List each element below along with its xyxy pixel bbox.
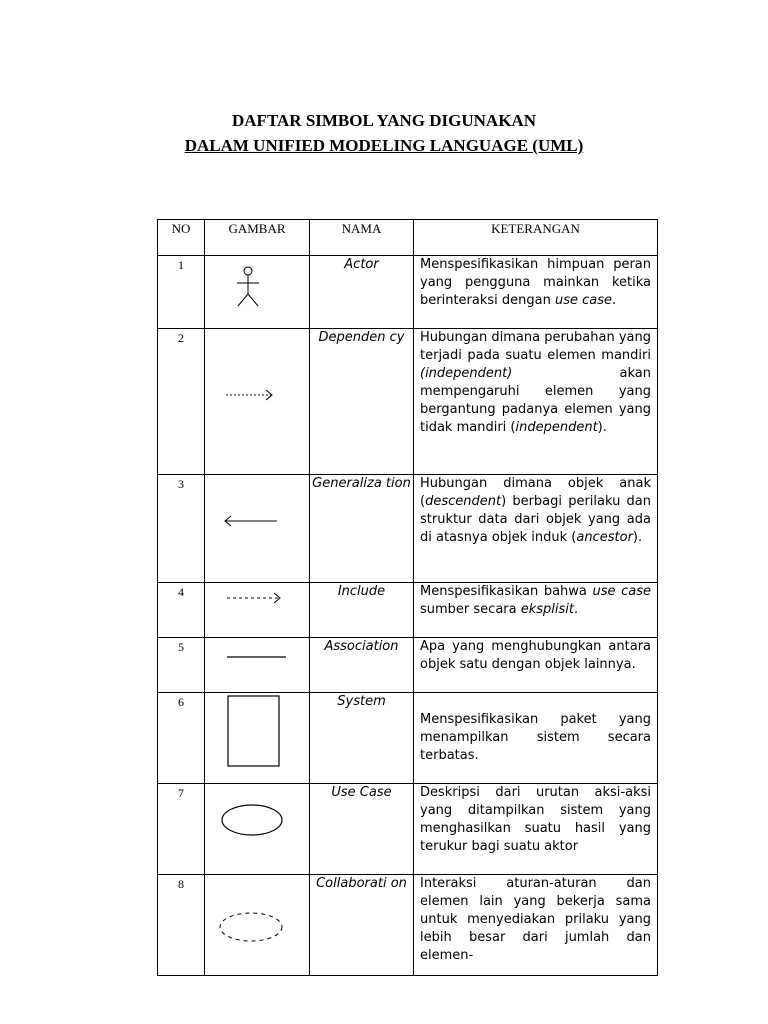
symbol-name: System bbox=[310, 693, 414, 784]
symbol-description: Deskripsi dari urutan aksi-aksi yang ditampilkan sistem yang menghasilkan suatu hasil yang terukur bagi suatu aktor bbox=[414, 784, 658, 875]
header-nama: NAMA bbox=[310, 220, 414, 256]
header-keterangan: KETERANGAN bbox=[414, 220, 658, 256]
symbol-description: Menspesifikasikan bahwa use case sumber secara eksplisit. bbox=[414, 583, 658, 638]
symbol-name: Actor bbox=[310, 256, 414, 329]
symbol-name: Dependen cy bbox=[310, 329, 414, 475]
symbol-description: Hubungan dimana perubahan yang terjadi pada suatu elemen mandiri (independent) akan mempengaruhi elemen yang bergantung padanya elemen yang tidak mandiri (independent). bbox=[414, 329, 658, 475]
generalization-arrow-icon bbox=[223, 514, 279, 528]
symbol-description: Apa yang menghubungkan antara objek satu dengan objek lainnya. bbox=[414, 638, 658, 693]
table-row bbox=[158, 875, 658, 976]
row-number: 7 bbox=[158, 784, 205, 875]
row-number: 5 bbox=[158, 638, 205, 693]
dependency-arrow-icon bbox=[225, 388, 275, 402]
collaboration-dashed-ellipse-icon bbox=[217, 910, 285, 944]
symbol-name: Collaborati on bbox=[310, 875, 414, 976]
table-row bbox=[158, 329, 658, 475]
actor-icon bbox=[233, 266, 263, 310]
title-line-1: DAFTAR SIMBOL YANG DIGUNAKAN bbox=[232, 111, 536, 130]
uml-symbol-table bbox=[157, 219, 658, 976]
symbol-description: Menspesifikasikan himpuan peran yang pengguna mainkan ketika berinteraksi dengan use case. bbox=[414, 256, 658, 329]
header-gambar: GAMBAR bbox=[205, 220, 310, 256]
symbol-description: Menspesifikasikan paket yang menampilkan sistem secara terbatas. bbox=[414, 693, 658, 784]
system-box-icon bbox=[227, 695, 281, 769]
table-row bbox=[158, 583, 658, 638]
row-number: 6 bbox=[158, 693, 205, 784]
symbol-description: Interaksi aturan-aturan dan elemen lain yang bekerja sama untuk menyediakan prilaku yang lebih besar dari jumlah dan elemen- bbox=[414, 875, 658, 976]
title-line-2: DALAM UNIFIED MODELING LANGUAGE (UML) bbox=[184, 136, 584, 155]
symbol-name: Use Case bbox=[310, 784, 414, 875]
symbol-name: Association bbox=[310, 638, 414, 693]
use-case-ellipse-icon bbox=[220, 803, 284, 837]
table-row bbox=[158, 475, 658, 583]
row-number: 3 bbox=[158, 475, 205, 583]
table-row bbox=[158, 638, 658, 693]
row-number: 2 bbox=[158, 329, 205, 475]
table-header-row bbox=[158, 220, 658, 256]
symbol-name: Include bbox=[310, 583, 414, 638]
association-line-icon bbox=[226, 654, 288, 660]
table-row bbox=[158, 256, 658, 329]
row-number: 8 bbox=[158, 875, 205, 976]
table-row bbox=[158, 784, 658, 875]
row-number: 4 bbox=[158, 583, 205, 638]
header-no: NO bbox=[158, 220, 205, 256]
symbol-name: Generaliza tion bbox=[310, 475, 414, 583]
symbol-description: Hubungan dimana objek anak (descendent) berbagi perilaku dan struktur data dari objek yang ada di atasnya objek induk (ancestor). bbox=[414, 475, 658, 583]
row-number: 1 bbox=[158, 256, 205, 329]
include-arrow-icon bbox=[225, 590, 283, 606]
table-row bbox=[158, 693, 658, 784]
